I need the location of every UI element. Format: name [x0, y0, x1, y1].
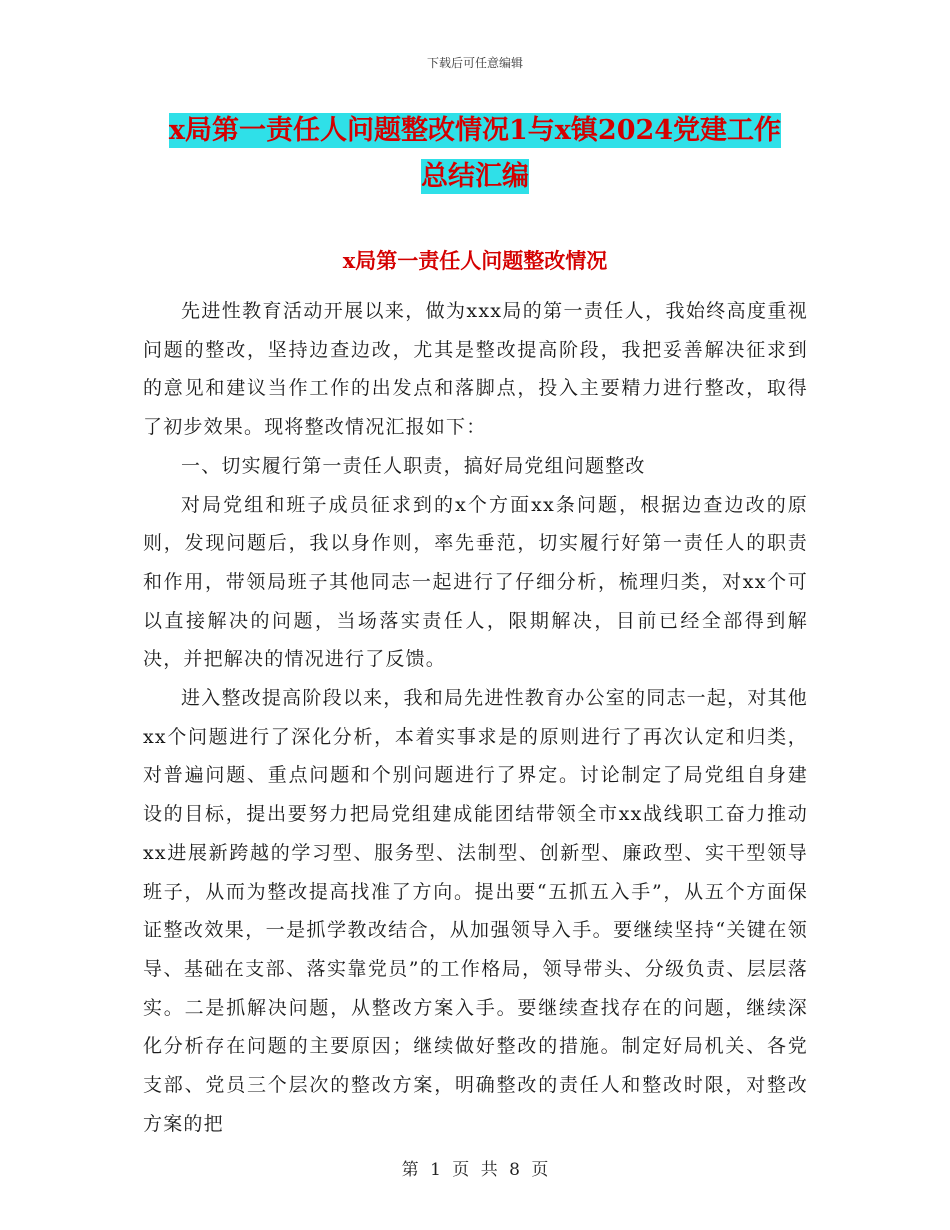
section-title: x局第一责任人问题整改情况 — [342, 248, 608, 273]
header-note: 下载后可任意编辑 — [426, 56, 523, 70]
document-title-line-2: 总结汇编 — [421, 161, 529, 192]
paragraph-heading: 一、切实履行第一责任人职责，搞好局党组问题整改 — [181, 454, 646, 477]
document-title — [145, 108, 805, 200]
body-text — [143, 292, 808, 1143]
paragraph: 对局党组和班子成员征求到的x个方面xx条问题，根据边查边改的原则，发现问题后，我以身作则，率先垂范，切实履行好第一责任人的职责和作用，带领局班子其他同志一起进行了仔细分析，梳理归类，对xx个可以直接解决的问题，当场落实责任人，限期解决，目前已经全部得到解决，并把解决的情况进行了反馈。 — [143, 493, 808, 671]
document-title-line-1: x局第一责任人问题整改情况1与x镇2024党建工作 — [168, 115, 782, 146]
page-footer: 第 1 页 共 8 页 — [401, 1160, 549, 1180]
paragraph: 进入整改提高阶段以来，我和局先进性教育办公室的同志一起，对其他xx个问题进行了深化分析，本着实事求是的原则进行了再次认定和归类，对普遍问题、重点问题和个别问题进行了界定。讨论制定了局党组自身建设的目标，提出要努力把局党组建成能团结带领全市xx战线职工奋力推动xx进展新跨越的学习型、服务型、法制型、创新型、廉政型、实干型领导班子，从而为整改提高找准了方向。提出要“五抓五入手”，从五个方面保证整改效果，一是抓学教改结合，从加强领导入手。要继续坚持“关键在领导、基础在支部、落实靠党员”的工作格局，领导带头、分级负责、层层落实。二是抓解决问题，从整改方案入手。要继续查找存在的问题，继续深化分析存在问题的主要原因；继续做好整改的措施。制定好局机关、各党支部、党员三个层次的整改方案，明确整改的责任人和整改时限，对整改方案的把 — [143, 687, 808, 1135]
paragraph: 先进性教育活动开展以来，做为xxx局的第一责任人，我始终高度重视问题的整改，坚持边查边改，尤其是整改提高阶段，我把妥善解决征求到的意见和建议当作工作的出发点和落脚点，投入主要精力进行整改，取得了初步效果。现将整改情况汇报如下： — [143, 300, 808, 439]
